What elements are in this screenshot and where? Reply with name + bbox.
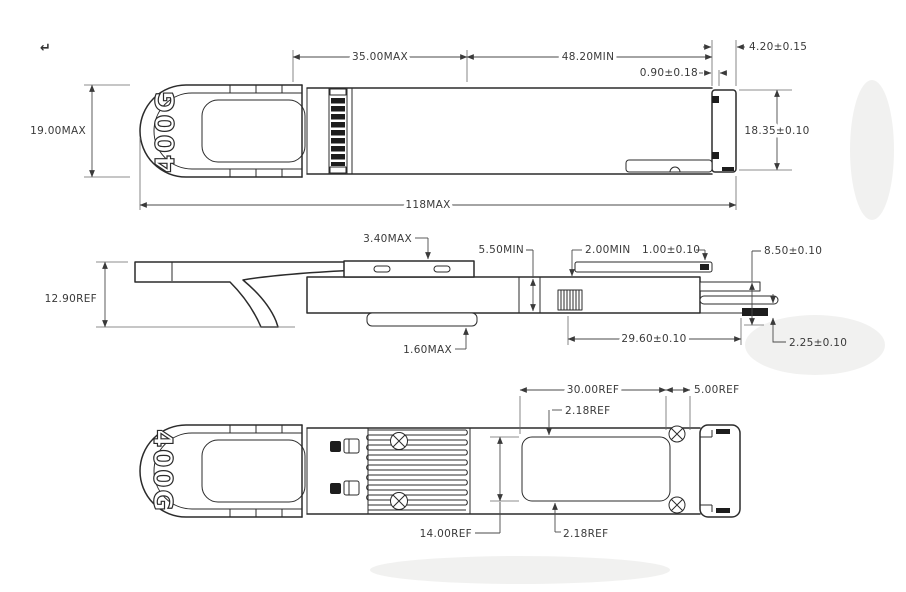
stray-mark: ↵ [40,41,51,56]
rear-cap-top [626,90,736,172]
latch-detail-side [519,277,582,313]
dim-5-50-min: 5.50MIN [478,244,524,256]
dim-14-00-ref: 14.00REF [419,528,472,540]
module-marking-400g-bottom: 400G [147,429,177,513]
module-marking-400g: 400G [151,89,181,173]
pull-tab-bottom [140,425,305,517]
dim-8-50: 8.50±0.10 [764,245,823,257]
dim-18-35: 18.35±0.10 [744,125,810,137]
dim-2-00-min: 2.00MIN [585,244,631,256]
dim-2-25: 2.25±0.10 [789,337,848,349]
pull-tab-top [140,85,305,177]
module-body-top [302,85,736,177]
side-view-dimensions [45,233,848,356]
module-body-side [307,277,700,313]
dim-48-20-min: 48.20MIN [561,51,615,63]
rear-end-side [700,282,778,316]
module-body-bottom [302,425,740,517]
dim-2-18-ref-bottom: 2.18REF [563,528,609,540]
top-plate-side [344,261,474,277]
label-recess [522,437,670,501]
paper-smudges [370,80,894,584]
dim-30-00-ref: 30.00REF [566,384,620,396]
top-view-dimensions [30,40,810,211]
side-view [45,233,848,356]
bottom-view [140,384,740,540]
dim-5-00-ref: 5.00REF [694,384,740,396]
rear-top-plate-side [575,262,712,272]
dim-3-40-max: 3.40MAX [363,233,412,245]
dim-19-00-max: 19.00MAX [30,125,86,137]
top-view [30,40,810,211]
dim-2-18-ref-top: 2.18REF [565,405,611,417]
dim-4-20: 4.20±0.15 [749,41,808,53]
grip-ribs [330,89,346,173]
dim-118-max: 118MAX [405,199,451,211]
pull-tab-side [135,262,358,327]
bottom-plate-side [367,313,477,326]
dim-1-60-max: 1.60MAX [403,344,452,356]
dim-1-00: 1.00±0.10 [642,244,701,256]
dim-12-90-ref: 12.90REF [44,293,97,305]
heatsink-fins [367,430,468,510]
dim-29-60: 29.60±0.10 [621,333,687,345]
dim-0-90: 0.90±0.18 [639,67,698,79]
latch-pieces-bottom [330,439,359,495]
dim-35-00-max: 35.00MAX [352,51,408,63]
rear-cap-bottom [700,425,740,517]
